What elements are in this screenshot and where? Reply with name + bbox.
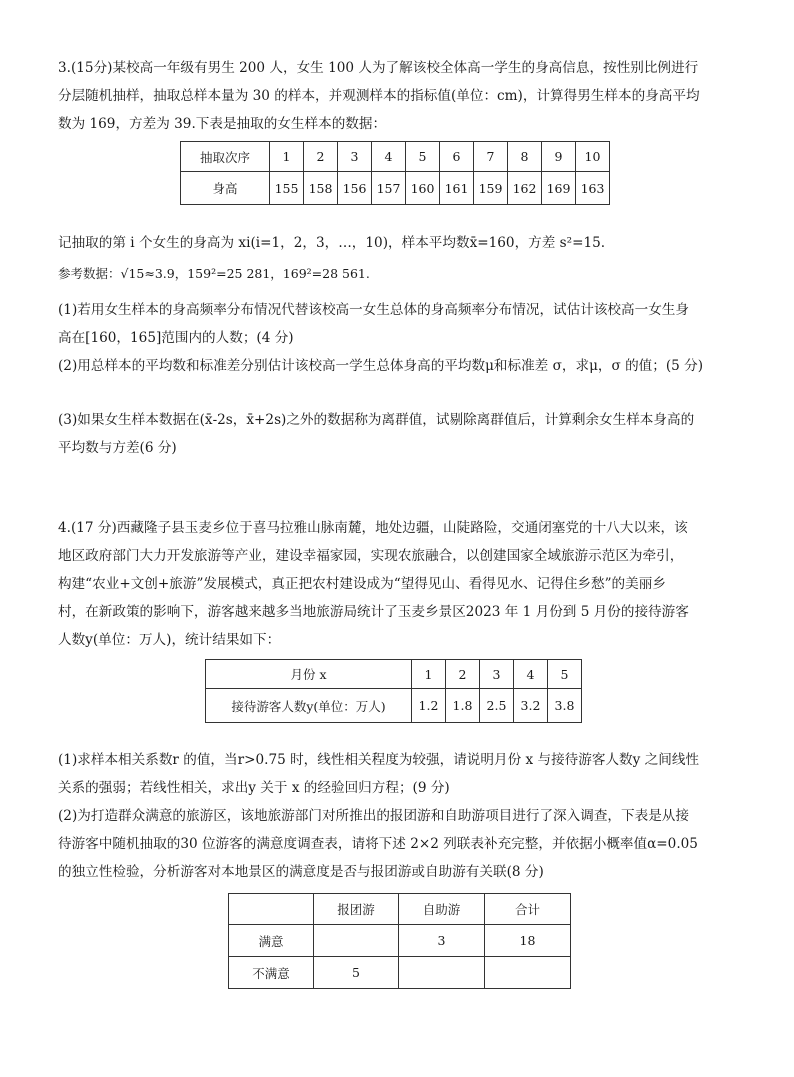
table-cell: 1 xyxy=(412,660,446,689)
table-cell: 5 xyxy=(314,957,399,989)
table-cell: 5 xyxy=(548,660,582,689)
table-cell: 2 xyxy=(304,142,338,172)
table-row xyxy=(181,142,610,172)
table-cell: 不满意 xyxy=(229,957,314,989)
q3-intro-line-3: 数为 169，方差为 39.下表是抽取的女生样本的数据： xyxy=(58,116,387,132)
q3-part-3-line-2: 平均数与方差(6 分) xyxy=(58,440,177,456)
table-cell: 4 xyxy=(372,142,406,172)
q4-part-2-line-3: 的独立性检验，分析游客对本地景区的满意度是否与报团游或自助游有关联(8 分) xyxy=(58,864,544,880)
table-header-cell: 自助游 xyxy=(399,894,485,925)
table-cell: 162 xyxy=(508,172,542,205)
table-row xyxy=(229,894,571,925)
q3-intro-line-2: 分层随机抽样，抽取总样本量为 30 的样本，并观测样本的指标值(单位：cm)，计算得男生样本的身高平均 xyxy=(58,88,700,104)
q4-intro-line-4: 村，在新政策的影响下，游客越来越多当地旅游局统计了玉麦乡景区2023 年 1 月份到 5 月份的接待游客 xyxy=(58,604,689,620)
q4-intro-line-5: 人数y(单位：万人)，统计结果如下： xyxy=(58,632,281,648)
table-cell: 2 xyxy=(446,660,480,689)
table-cell: 157 xyxy=(372,172,406,205)
table-header-cell: 抽取次序 xyxy=(181,142,270,172)
table-cell xyxy=(399,957,485,989)
table-row xyxy=(206,689,582,723)
q3-female-height-table xyxy=(180,141,610,205)
table-cell: 156 xyxy=(338,172,372,205)
table-row xyxy=(206,660,582,689)
table-cell xyxy=(485,957,571,989)
table-cell: 4 xyxy=(514,660,548,689)
q3-part-1-line-1: (1)若用女生样本的身高频率分布情况代替该校高一女生总体的身高频率分布情况，试估计该校高一女生身 xyxy=(58,302,689,318)
table-cell: 6 xyxy=(440,142,474,172)
table-cell: 18 xyxy=(485,925,571,957)
q4-intro-line-2: 地区政府部门大力开发旅游等产业，建设幸福家园，实现农旅融合，以创建国家全域旅游示范区为牵引， xyxy=(58,548,684,564)
q3-note: 记抽取的第 i 个女生的身高为 xi(i=1，2，3，…，10)，样本平均数x̄=160，方差 s²=15. xyxy=(58,235,606,251)
q4-part-1-line-2: 关系的强弱；若线性相关，求出y 关于 x 的经验回归方程；(9 分) xyxy=(58,780,450,796)
table-cell: 5 xyxy=(406,142,440,172)
table-cell: 9 xyxy=(542,142,576,172)
table-header-cell: 月份 x xyxy=(206,660,412,689)
table-cell: 3 xyxy=(399,925,485,957)
table-cell: 159 xyxy=(474,172,508,205)
table-cell: 满意 xyxy=(229,925,314,957)
q4-part-2-line-2: 待游客中随机抽取的30 位游客的满意度调查表，请将下述 2×2 列联表补充完整，并依据小概率值α=0.05 xyxy=(58,836,698,852)
table-cell: 1 xyxy=(270,142,304,172)
table-cell: 163 xyxy=(576,172,610,205)
table-header-cell xyxy=(229,894,314,925)
table-row xyxy=(181,172,610,205)
q3-intro-line-1: 3.(15分)某校高一年级有男生 200 人，女生 100 人为了解该校全体高一学生的身高信息，按性别比例进行 xyxy=(58,60,699,76)
q4-intro-line-3: 构建“农业+文创+旅游”发展模式，真正把农村建设成为“望得见山、看得见水、记得住乡愁”的美丽乡 xyxy=(58,576,666,592)
table-cell xyxy=(314,925,399,957)
table-cell: 160 xyxy=(406,172,440,205)
table-header-cell: 报团游 xyxy=(314,894,399,925)
table-cell: 3 xyxy=(480,660,514,689)
table-cell: 158 xyxy=(304,172,338,205)
table-row xyxy=(229,925,571,957)
table-cell: 3 xyxy=(338,142,372,172)
table-cell: 2.5 xyxy=(480,689,514,723)
q3-part-2: (2)用总样本的平均数和标准差分别估计该校高一学生总体身高的平均数μ和标准差 σ，求μ，σ 的值；(5 分) xyxy=(58,358,704,374)
table-header-cell: 身高 xyxy=(181,172,270,205)
q4-part-1-line-1: (1)求样本相关系数r 的值，当r>0.75 时，线性相关程度为较强，请说明月份 x 与接待游客人数y 之间线性 xyxy=(58,752,700,768)
table-cell: 155 xyxy=(270,172,304,205)
q4-intro-line-1: 4.(17 分)西藏隆子县玉麦乡位于喜马拉雅山脉南麓，地处边疆，山陡路险，交通闭塞党的十八大以来，该 xyxy=(58,520,688,536)
table-cell: 3.8 xyxy=(548,689,582,723)
table-cell: 3.2 xyxy=(514,689,548,723)
table-cell: 1.8 xyxy=(446,689,480,723)
q4-part-2-line-1: (2)为打造群众满意的旅游区，该地旅游部门对所推出的报团游和自助游项目进行了深入调查，下表是从接 xyxy=(58,808,689,824)
q4-visitor-table xyxy=(205,659,582,723)
table-cell: 161 xyxy=(440,172,474,205)
q3-reference-data: 参考数据：√15≈3.9，159²=25 281，169²=28 561. xyxy=(58,266,370,281)
table-row xyxy=(229,957,571,989)
table-header-cell: 合计 xyxy=(485,894,571,925)
table-cell: 10 xyxy=(576,142,610,172)
q3-part-3-line-1: (3)如果女生样本数据在(x̄-2s，x̄+2s)之外的数据称为离群值，试剔除离群值后，计算剩余女生样本身高的 xyxy=(58,412,695,428)
table-cell: 7 xyxy=(474,142,508,172)
table-cell: 1.2 xyxy=(412,689,446,723)
table-cell: 8 xyxy=(508,142,542,172)
q3-part-1-line-2: 高在[160，165]范围内的人数；(4 分) xyxy=(58,330,294,346)
table-cell: 169 xyxy=(542,172,576,205)
table-header-cell: 接待游客人数y(单位：万人) xyxy=(206,689,412,723)
q4-contingency-table xyxy=(228,893,571,989)
